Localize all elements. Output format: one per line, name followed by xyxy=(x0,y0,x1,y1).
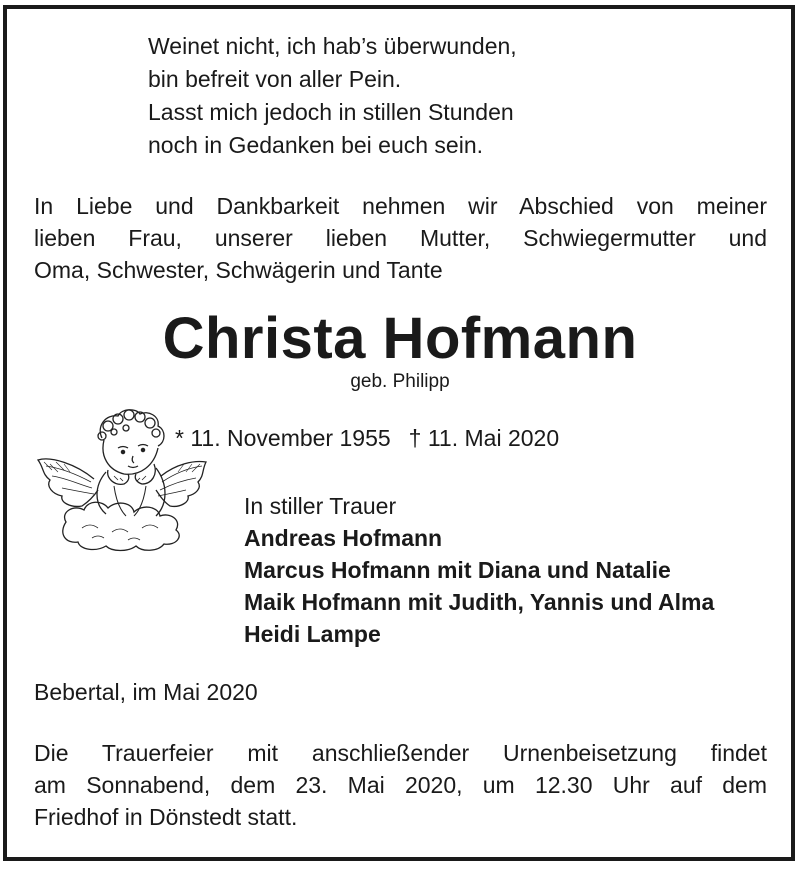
poem xyxy=(148,30,517,162)
mourning-heading: In stiller Trauer xyxy=(244,493,397,519)
funeral-line: Friedhof in Dönstedt statt. xyxy=(34,804,298,830)
funeral-line: Die Trauerfeier mit anschließender Urnenbeisetzung findet xyxy=(34,740,767,766)
place-date: Bebertal, im Mai 2020 xyxy=(34,679,258,705)
funeral-info xyxy=(34,737,767,833)
mourner-name: Marcus Hofmann mit Diana und Natalie xyxy=(244,557,671,583)
life-dates xyxy=(175,423,559,453)
deceased-name: Christa Hofmann xyxy=(162,306,638,371)
angel-illustration-icon xyxy=(36,404,211,554)
poem-line: bin befreit von aller Pein. xyxy=(148,66,402,92)
poem-line: Lasst mich jedoch in stillen Stunden xyxy=(148,99,514,125)
death-date: † 11. Mai 2020 xyxy=(408,425,560,451)
mourner-name: Andreas Hofmann xyxy=(244,525,443,551)
intro-text xyxy=(34,190,767,286)
poem-line: noch in Gedanken bei euch sein. xyxy=(148,132,484,158)
intro-line: lieben Frau, unserer lieben Mutter, Schwiegermutter und xyxy=(34,225,767,251)
intro-line: In Liebe und Dankbarkeit nehmen wir Abschied von meiner xyxy=(34,193,767,219)
mourners-block xyxy=(244,490,714,650)
funeral-line: am Sonnabend, dem 23. Mai 2020, um 12.30 Uhr auf dem xyxy=(34,772,767,798)
mourner-name: Maik Hofmann mit Judith, Yannis und Alma xyxy=(244,589,715,615)
poem-line: Weinet nicht, ich hab’s überwunden, xyxy=(148,33,517,59)
maiden-name: geb. Philipp xyxy=(350,371,450,392)
birth-date: * 11. November 1955 xyxy=(175,425,391,451)
intro-line: Oma, Schwester, Schwägerin und Tante xyxy=(34,257,443,283)
mourner-name: Heidi Lampe xyxy=(244,621,381,647)
